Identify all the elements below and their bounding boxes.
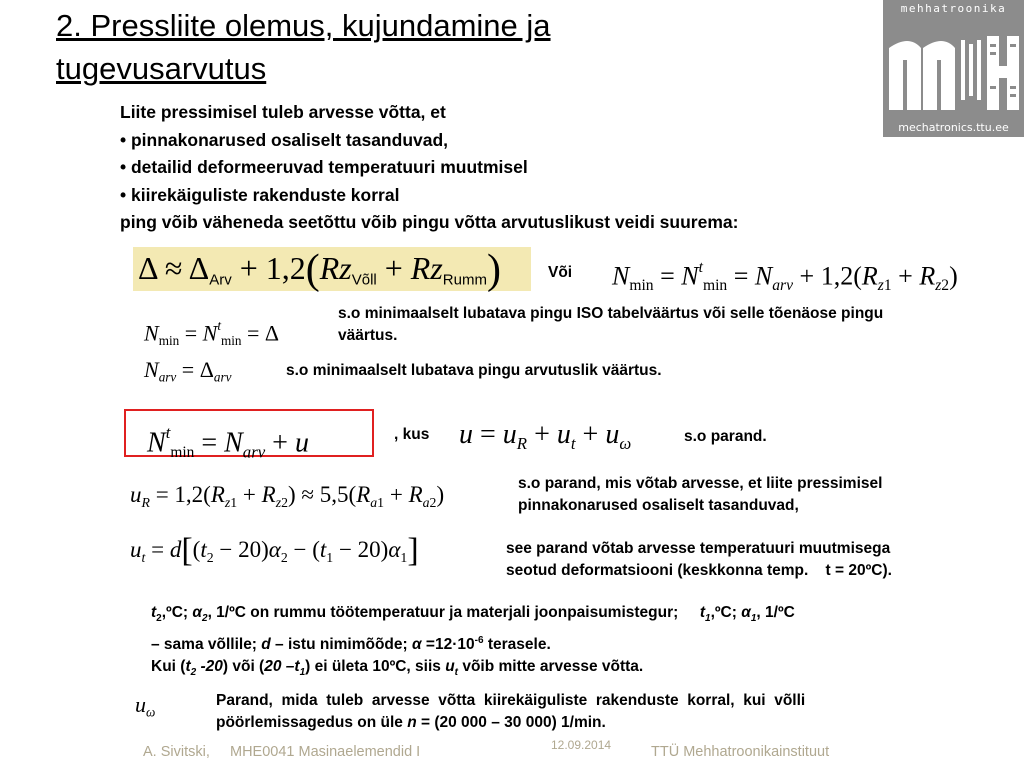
desc-ut-line1: see parand võtab arvesse temperatuuri muutmisega: [506, 540, 891, 557]
note-text: terasele.: [483, 636, 551, 654]
sym-t2m20-sub: 2: [190, 667, 197, 679]
notes-line-1: [151, 602, 1001, 630]
desc-nmin: s.o minimaalselt lubatava pingu ISO tabelväärtus või selle tõenäose pingu väärtus.: [338, 305, 884, 344]
sym-t1-sub: 1: [705, 613, 711, 625]
intro-bullet: • pinnakonarused osaliselt tasanduvad,: [120, 129, 449, 150]
sym-t2m20-rest: -20: [196, 658, 223, 676]
sym-t1: t: [699, 604, 706, 621]
desc-uw-line1: Parand, mida tuleb arvesse võtta kiirekäiguliste rakenduste korral, kui võlli: [216, 692, 806, 709]
desc-u: s.o parand.: [684, 428, 767, 445]
sym-t20mt1: 20 –t: [264, 658, 300, 676]
note-text: ,ºC;: [161, 604, 193, 621]
sym-a1: α: [741, 604, 751, 621]
sym-a2: α: [192, 604, 202, 621]
desc-ur: s.o parand, mis võtab arvesse, et liite pressimisel pinnakonarused osaliselt tasanduvad,: [518, 475, 883, 514]
note-text: , 1/ºC: [756, 604, 795, 621]
footer-date: 12.09.2014: [551, 738, 612, 752]
formula-uw: $u_\omega$: [135, 692, 156, 720]
formula-narv: $N_{arv} = \Delta_{arv}$: [144, 357, 232, 385]
note-text: , 1/ºC on rummu töötemperatuur ja materjali joonpaisumistegur;: [207, 604, 679, 621]
note-text: ) ei ületa 10ºC, siis: [305, 658, 446, 676]
voi-label: Või: [548, 264, 573, 281]
intro-block: [120, 99, 920, 237]
note-text: Kui (: [151, 658, 186, 676]
notes-line-3: [151, 656, 1001, 684]
footer-institute: TTÜ Mehhatroonikainstituut: [651, 744, 830, 760]
sym-a2-sub: 2: [202, 613, 208, 625]
sym-ut-sub: t: [454, 667, 459, 679]
formula-u: $u = u_R + u_t + u_\omega$: [459, 419, 632, 453]
desc-uw: [216, 690, 978, 734]
sym-alpha: α: [411, 636, 422, 654]
sym-t20mt1-sub: 1: [299, 667, 306, 679]
note-text: =12·10: [421, 636, 475, 654]
formula-nmin: $N_{min} = N^t_{min} = \Delta$: [144, 318, 280, 349]
desc-uw-line2: [216, 712, 978, 734]
intro-line: Liite pressimisel tuleb arvesse võtta, et: [120, 102, 446, 122]
sym-n: n: [407, 714, 417, 731]
logo-bottom-text: mechatronics.ttu.ee: [898, 121, 1009, 134]
sym-d: d: [261, 636, 271, 654]
note-text: – istu nimimõõde;: [270, 636, 412, 654]
notes-line-2: [151, 630, 1001, 656]
formula-ntmin: $N^t_{min} = N_{arv} + u$: [147, 423, 309, 462]
sym-t2m20: t: [185, 658, 191, 676]
sym-t2-sub: 2: [156, 613, 162, 625]
desc-ut: [506, 538, 1006, 582]
note-exponent: -6: [474, 635, 484, 647]
note-text: ,ºC;: [710, 604, 742, 621]
sym-ut: u: [445, 658, 455, 676]
intro-bullet: • kiirekäiguliste rakenduste korral: [120, 184, 400, 205]
intro-line: ping võib väheneda seetõttu võib pingu võtta arvutuslikust veidi suurema:: [120, 212, 739, 232]
note-text: võib mitte arvesse võtta.: [458, 658, 644, 676]
title-line-1: 2. Pressliite olemus, kujundamine ja: [56, 8, 551, 43]
title-line-2: tugevusarvutus: [56, 51, 267, 86]
sym-t2: t: [151, 604, 157, 621]
note-text: – sama võllile;: [151, 636, 262, 654]
formula-ur: $u_R = 1,2(R_{z1} + R_{z2}) \approx 5,5(R_{a1} + R_{a2})$: [130, 482, 445, 510]
footer-course: MHE0041 Masinaelemendid I: [230, 744, 421, 760]
footer-author: A. Sivitski,: [143, 744, 210, 760]
intro-bullet: • detailid deformeeruvad temperatuuri muutmisel: [120, 157, 528, 177]
desc-ut-line2: seotud deformatsiooni (keskkonna temp. t = 20ºC).: [506, 562, 892, 579]
formula-ut: $u_t = d[(t_2 - 20)\alpha_2 - (t_1 - 20)\alpha_1]$: [130, 532, 419, 569]
sym-a1-sub: 1: [750, 613, 757, 625]
formula-delta: $\Delta \approx \Delta_{Arv} + 1,2(Rz_{Võll} + Rz_{Rumm})$: [138, 247, 501, 293]
desc-uw-text: pöörlemissagedus on üle: [216, 714, 408, 731]
desc-uw-text: = (20 000 – 30 000) 1/min.: [416, 714, 606, 731]
note-text: ) või (: [222, 658, 265, 676]
formula-nmin-alt: $N_{min} = N^t_{min} = N_{arv} + 1,2(R_{z1} + R_{z2})$: [612, 259, 958, 294]
logo-top-text: mehhatroonika: [900, 2, 1007, 15]
notes-block: [151, 602, 1001, 684]
desc-narv: s.o minimaalselt lubatava pingu arvutuslik väärtus.: [286, 362, 662, 379]
page-title: [56, 4, 836, 90]
kus-label: , kus: [394, 426, 430, 443]
